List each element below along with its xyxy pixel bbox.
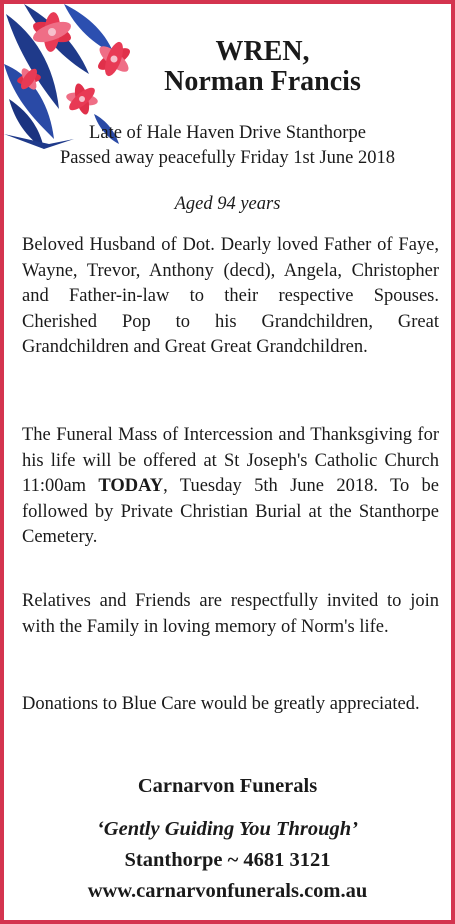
deceased-name [84, 37, 441, 97]
family-paragraph: Beloved Husband of Dot. Dearly loved Father of Faye, Wayne, Trevor, Anthony (decd), Angela, Christopher and Father-in-law to their respective Spouses. Cherished Pop to his Grandchildren, Great Grandchildren and Great Great Grandchildren. [22, 235, 439, 357]
funeral-paragraph [22, 423, 439, 551]
funeral-director-phone: Stanthorpe ~ 4681 3121 [124, 849, 331, 871]
funeral-director-tagline: ‘Gently Guiding You Through’ [96, 818, 359, 840]
funeral-text-after: , Tuesday 5th June 2018. To be followed by Private Christian Burial at the Stanthorpe Cemetery. [22, 476, 440, 547]
funeral-today: TODAY [98, 476, 164, 496]
donations-paragraph: Donations to Blue Care would be greatly appreciated. [22, 694, 420, 714]
funeral-director-name: Carnarvon Funerals [137, 775, 318, 797]
late-of: Late of Hale Haven Drive Stanthorpe [89, 123, 366, 143]
age: Aged 94 years [174, 194, 281, 214]
funeral-director-website: www.carnarvonfunerals.com.au [87, 880, 368, 902]
passed-away: Passed away peacefully Friday 1st June 2018 [60, 148, 395, 168]
invitation-paragraph: Relatives and Friends are respectfully invited to join with the Family in loving memory of Norm's life. [22, 591, 439, 637]
given-names: Norman Francis [164, 66, 361, 97]
residence-and-date [24, 121, 431, 171]
surname: WREN, [215, 36, 310, 67]
funeral-text-before: The Funeral Mass of Intercession and Thanksgiving for his life will be offered at St Joseph's Catholic Church 11:00am [22, 425, 439, 496]
